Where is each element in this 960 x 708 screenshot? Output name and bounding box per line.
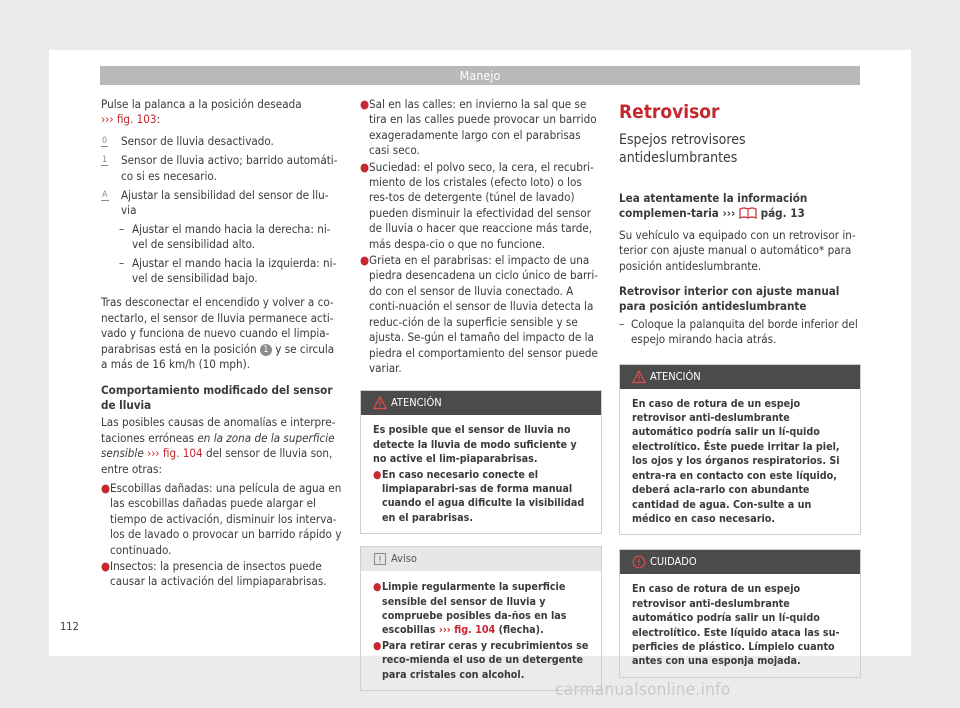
paragraph: Tras desconectar el encendido y volver a co-nectarlo, el sensor de lluvia permanece acti-vado y funciona de nuevo cuando el limpia-parabrisas está en la posición 1 y se circula a más de 16 km/h (10 mph).: [101, 295, 335, 372]
fig-104-link[interactable]: fig. 104: [454, 623, 496, 637]
ref-arrows: ›››: [101, 112, 114, 127]
note-header: Aviso: [361, 547, 601, 571]
sub-item: – Ajustar el mando hacia la izquierda: ni-vel de sensibilidad bajo.: [119, 255, 337, 286]
fig-103-link[interactable]: fig. 103: [116, 112, 157, 127]
intro-paragraph: Pulse la palanca a la posición deseada ››› fig. 103:: [101, 97, 302, 127]
watermark: carmanualsonline.info: [555, 680, 731, 700]
list-item: ● Para retirar ceras y recubrimientos se reco-mienda el uso de un detergente para cristales con alcohol.: [373, 638, 589, 681]
fig-104-link[interactable]: fig. 104: [162, 446, 203, 461]
list-item: ● Escobillas dañadas: una película de agua en las escobillas dañadas puede alargar el tiempo de activación, disminuir los interva-los de lavado o provocar un barrido rápido y continuado.: [101, 480, 342, 557]
list-item: ● En caso necesario conecte el limpiaparabri-sas de forma manual cuando el agua dificulte la visibilidad en el parabrisas.: [373, 467, 585, 524]
section-heading: Comportamiento modificado del sensor de lluvia: [101, 382, 333, 412]
paragraph: Las posibles causas de anomalías e interpre-taciones erróneas en la zona de la superficie sensible ››› fig. 104 del sensor de lluvia son, entre otras:: [101, 415, 336, 476]
column-left: [101, 97, 343, 590]
list-item: ● Suciedad: el polvo seco, la cera, el recubri-miento de los cristales (efecto loto) o los res-tos de detergente (túnel de lavado) pueden disminuir la efectividad del sensor de lluvia o hacer que reaccione más tarde, más despa-cio o que no funcione.: [360, 159, 594, 251]
instruction-item: – Coloque la palanquita del borde inferior del espejo mirando hacia atrás.: [619, 316, 858, 347]
position-number-badge: 1: [260, 344, 272, 356]
position-a: A Ajustar la sensibilidad del sensor de llu-via: [102, 188, 329, 218]
list-item: ● Limpie regularmente la superficie sensible del sensor de lluvia y compruebe posibles da-ños en las escobillas ››› fig. 104 (flecha).: [373, 580, 567, 637]
column-right: [619, 97, 861, 678]
note-icon: [373, 552, 387, 566]
caution-box: CUIDADO En caso de rotura de un espejo retrovisor anti-deslumbrante automático podría salir un lí-quido electrolítico. Este líquido ataca las su-perficies de plástico. Límpielo cuanto antes con una esponja mojada.: [619, 549, 861, 677]
list-item: ● Insectos: la presencia de insectos puede causar la activación del limpiaparabrisas.: [101, 558, 327, 589]
section-heading: Retrovisor interior con ajuste manual para posición antideslumbrante: [619, 284, 840, 314]
position-1: 1 Sensor de lluvia activo; barrido automáti-co si es necesario.: [102, 153, 338, 183]
section-header: Manejo: [100, 66, 860, 85]
read-info: Lea atentamente la información complemen-taria ››› pág. 13: [619, 191, 808, 221]
caution-circle-icon: [632, 555, 646, 569]
page-13-link[interactable]: pág. 13: [760, 206, 805, 221]
warning-header: ATENCIÓN: [361, 391, 601, 415]
paragraph: Su vehículo va equipado con un retrovisor in-terior con ajuste manual o automático* para posición antideslumbrante.: [619, 227, 856, 273]
warning-box: ATENCIÓN En caso de rotura de un espejo retrovisor anti-deslumbrante automático podría salir un lí-quido electrolítico. Éste puede irritar la piel, los ojos y los órganos respiratorios. Si entra-ra en contacto con este líquido, deberá acla-rarlo con abundante cantidad de agua. Con-sulte a un médico en caso necesario.: [619, 364, 861, 536]
sub-item: – Ajustar el mando hacia la derecha: ni-vel de sensibilidad alto.: [119, 221, 331, 252]
key-label: 0: [102, 135, 108, 146]
caution-header: CUIDADO: [620, 550, 860, 574]
warning-triangle-icon: [373, 396, 387, 410]
key-label: 1: [102, 155, 108, 166]
warning-header: ATENCIÓN: [620, 365, 860, 389]
section-subtitle: Espejos retrovisores antideslumbrantes: [619, 132, 746, 166]
list-item: ● Sal en las calles: en invierno la sal que se tira en las calles puede provocar un barrido exageradamente largo con el parabrisas casi seco.: [360, 97, 597, 158]
column-middle: [360, 97, 602, 691]
page-number: 112: [60, 620, 79, 633]
key-label: A: [102, 190, 108, 201]
note-box: [360, 546, 602, 691]
page-title: Retrovisor: [619, 101, 720, 123]
book-icon: [739, 206, 757, 219]
warning-box: ATENCIÓN Es posible que el sensor de lluvia no detecte la lluvia de modo suficiente y no active el lim-piaparabrisas. ● En caso necesario conecte el limpiaparabri-sas de forma manual cuando el agua dificulte la visibilidad en el parabrisas.: [360, 390, 602, 534]
warning-triangle-icon: [632, 370, 646, 384]
list-item: ● Grieta en el parabrisas: el impacto de una piedra desencadena un ciclo único de barri-do con el sensor de lluvia conectado. A conti-nuación el sensor de lluvia detecta la reduc-ción de la superficie sensible y se ajusta. Se-gún el tamaño del impacto de la piedra el comportamiento del sensor puede variar.: [360, 253, 598, 375]
position-0: 0 Sensor de lluvia desactivado.: [102, 133, 274, 148]
